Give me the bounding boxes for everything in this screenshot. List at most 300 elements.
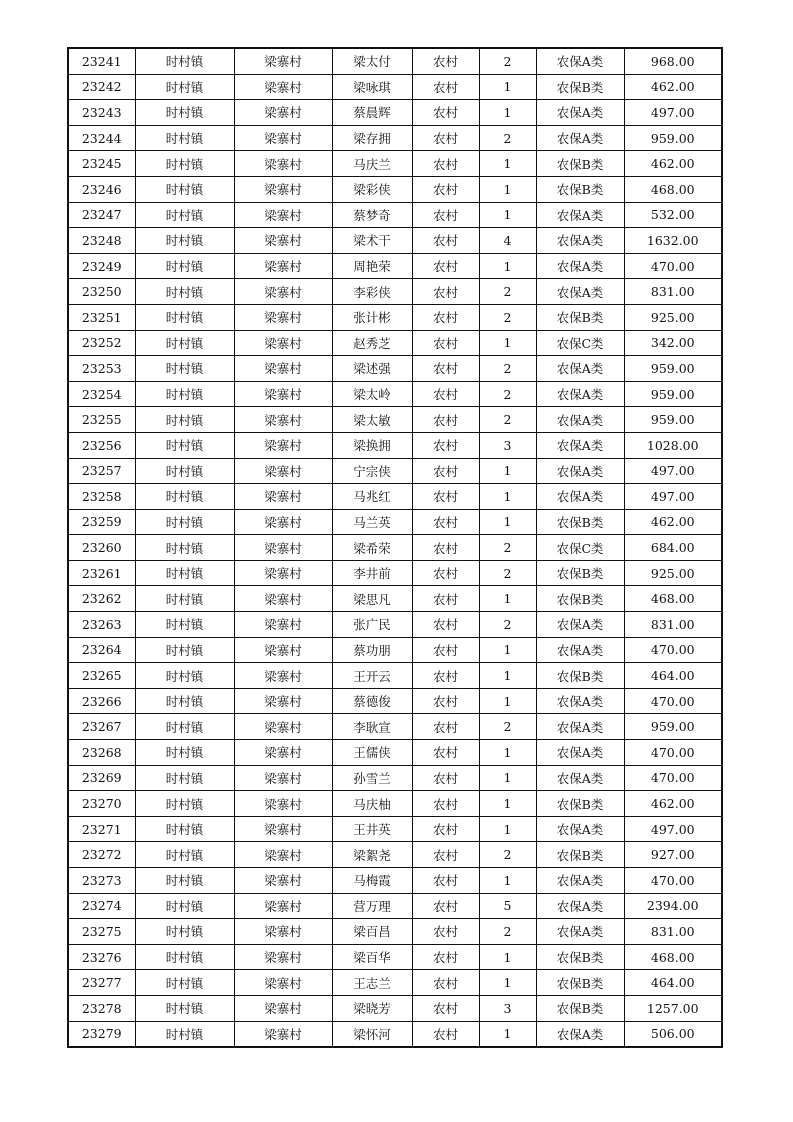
- town-cell: 时村镇: [135, 381, 234, 407]
- area-type-cell: 农村: [412, 893, 479, 919]
- area-type-cell: 农村: [412, 253, 479, 279]
- row-id-cell: 23274: [68, 893, 135, 919]
- insurance-type-cell: 农保A类: [536, 740, 624, 766]
- row-id-cell: 23267: [68, 714, 135, 740]
- area-type-cell: 农村: [412, 228, 479, 254]
- area-type-cell: 农村: [412, 688, 479, 714]
- table-row: [68, 663, 722, 689]
- area-type-cell: 农村: [412, 202, 479, 228]
- insurance-type-cell: 农保B类: [536, 791, 624, 817]
- town-cell: 时村镇: [135, 535, 234, 561]
- village-cell: 梁寨村: [234, 970, 332, 996]
- town-cell: 时村镇: [135, 740, 234, 766]
- town-cell: 时村镇: [135, 432, 234, 458]
- insurance-type-cell: 农保B类: [536, 74, 624, 100]
- amount-cell: 468.00: [624, 586, 722, 612]
- name-cell: 李彩侠: [332, 279, 412, 305]
- table-row: [68, 304, 722, 330]
- table-row: [68, 151, 722, 177]
- town-cell: 时村镇: [135, 74, 234, 100]
- village-cell: 梁寨村: [234, 228, 332, 254]
- household-count-cell: 2: [479, 279, 536, 305]
- area-type-cell: 农村: [412, 535, 479, 561]
- table-row: [68, 560, 722, 586]
- village-cell: 梁寨村: [234, 202, 332, 228]
- amount-cell: 497.00: [624, 816, 722, 842]
- table-row: [68, 1021, 722, 1047]
- household-count-cell: 1: [479, 253, 536, 279]
- household-count-cell: 1: [479, 586, 536, 612]
- name-cell: 李耿宣: [332, 714, 412, 740]
- insurance-type-cell: 农保C类: [536, 535, 624, 561]
- town-cell: 时村镇: [135, 791, 234, 817]
- town-cell: 时村镇: [135, 176, 234, 202]
- row-id-cell: 23251: [68, 304, 135, 330]
- name-cell: 蔡功朋: [332, 637, 412, 663]
- village-cell: 梁寨村: [234, 535, 332, 561]
- amount-cell: 470.00: [624, 253, 722, 279]
- town-cell: 时村镇: [135, 509, 234, 535]
- row-id-cell: 23257: [68, 458, 135, 484]
- amount-cell: 1632.00: [624, 228, 722, 254]
- table-row: [68, 995, 722, 1021]
- area-type-cell: 农村: [412, 663, 479, 689]
- household-count-cell: 2: [479, 304, 536, 330]
- name-cell: 马庆柚: [332, 791, 412, 817]
- village-cell: 梁寨村: [234, 330, 332, 356]
- row-id-cell: 23259: [68, 509, 135, 535]
- row-id-cell: 23271: [68, 816, 135, 842]
- insurance-type-cell: 农保A类: [536, 765, 624, 791]
- row-id-cell: 23260: [68, 535, 135, 561]
- row-id-cell: 23248: [68, 228, 135, 254]
- household-count-cell: 2: [479, 407, 536, 433]
- amount-cell: 532.00: [624, 202, 722, 228]
- insurance-type-cell: 农保B类: [536, 842, 624, 868]
- area-type-cell: 农村: [412, 356, 479, 382]
- row-id-cell: 23268: [68, 740, 135, 766]
- town-cell: 时村镇: [135, 560, 234, 586]
- table-row: [68, 612, 722, 638]
- amount-cell: 462.00: [624, 151, 722, 177]
- name-cell: 梁咏琪: [332, 74, 412, 100]
- household-count-cell: 2: [479, 356, 536, 382]
- name-cell: 梁术干: [332, 228, 412, 254]
- row-id-cell: 23263: [68, 612, 135, 638]
- area-type-cell: 农村: [412, 868, 479, 894]
- table-row: [68, 586, 722, 612]
- household-count-cell: 2: [479, 48, 536, 74]
- row-id-cell: 23269: [68, 765, 135, 791]
- household-count-cell: 2: [479, 560, 536, 586]
- area-type-cell: 农村: [412, 765, 479, 791]
- name-cell: 梁述强: [332, 356, 412, 382]
- table-row: [68, 868, 722, 894]
- amount-cell: 925.00: [624, 560, 722, 586]
- area-type-cell: 农村: [412, 740, 479, 766]
- row-id-cell: 23244: [68, 125, 135, 151]
- row-id-cell: 23279: [68, 1021, 135, 1047]
- village-cell: 梁寨村: [234, 484, 332, 510]
- table-row: [68, 330, 722, 356]
- area-type-cell: 农村: [412, 100, 479, 126]
- name-cell: 蔡晨辉: [332, 100, 412, 126]
- town-cell: 时村镇: [135, 125, 234, 151]
- village-cell: 梁寨村: [234, 125, 332, 151]
- household-count-cell: 1: [479, 458, 536, 484]
- name-cell: 梁太付: [332, 48, 412, 74]
- row-id-cell: 23250: [68, 279, 135, 305]
- table-row: [68, 228, 722, 254]
- town-cell: 时村镇: [135, 765, 234, 791]
- name-cell: 梁存拥: [332, 125, 412, 151]
- row-id-cell: 23249: [68, 253, 135, 279]
- area-type-cell: 农村: [412, 919, 479, 945]
- town-cell: 时村镇: [135, 714, 234, 740]
- table-row: [68, 407, 722, 433]
- amount-cell: 470.00: [624, 765, 722, 791]
- area-type-cell: 农村: [412, 74, 479, 100]
- table-row: [68, 509, 722, 535]
- name-cell: 马兆红: [332, 484, 412, 510]
- town-cell: 时村镇: [135, 48, 234, 74]
- table-row: [68, 432, 722, 458]
- amount-cell: 470.00: [624, 868, 722, 894]
- area-type-cell: 农村: [412, 970, 479, 996]
- name-cell: 梁百昌: [332, 919, 412, 945]
- insurance-type-cell: 农保B类: [536, 176, 624, 202]
- table-row: [68, 791, 722, 817]
- village-cell: 梁寨村: [234, 586, 332, 612]
- household-count-cell: 1: [479, 791, 536, 817]
- village-cell: 梁寨村: [234, 100, 332, 126]
- name-cell: 王开云: [332, 663, 412, 689]
- name-cell: 赵秀芝: [332, 330, 412, 356]
- household-count-cell: 4: [479, 228, 536, 254]
- insurance-type-cell: 农保A类: [536, 407, 624, 433]
- village-cell: 梁寨村: [234, 740, 332, 766]
- amount-cell: 925.00: [624, 304, 722, 330]
- amount-cell: 462.00: [624, 791, 722, 817]
- table-row: [68, 458, 722, 484]
- amount-cell: 959.00: [624, 381, 722, 407]
- insurance-type-cell: 农保A类: [536, 48, 624, 74]
- row-id-cell: 23265: [68, 663, 135, 689]
- insurance-type-cell: 农保A类: [536, 458, 624, 484]
- amount-cell: 831.00: [624, 919, 722, 945]
- table-row: [68, 535, 722, 561]
- insurance-type-cell: 农保A类: [536, 100, 624, 126]
- name-cell: 梁怀河: [332, 1021, 412, 1047]
- town-cell: 时村镇: [135, 586, 234, 612]
- household-count-cell: 2: [479, 612, 536, 638]
- town-cell: 时村镇: [135, 893, 234, 919]
- data-table: [67, 47, 723, 1048]
- row-id-cell: 23256: [68, 432, 135, 458]
- household-count-cell: 2: [479, 125, 536, 151]
- name-cell: 梁希荣: [332, 535, 412, 561]
- table-row: [68, 893, 722, 919]
- village-cell: 梁寨村: [234, 714, 332, 740]
- name-cell: 张计彬: [332, 304, 412, 330]
- amount-cell: 462.00: [624, 509, 722, 535]
- village-cell: 梁寨村: [234, 74, 332, 100]
- amount-cell: 831.00: [624, 612, 722, 638]
- area-type-cell: 农村: [412, 637, 479, 663]
- name-cell: 蔡德俊: [332, 688, 412, 714]
- village-cell: 梁寨村: [234, 842, 332, 868]
- area-type-cell: 农村: [412, 432, 479, 458]
- village-cell: 梁寨村: [234, 151, 332, 177]
- table-body: [68, 48, 722, 1047]
- village-cell: 梁寨村: [234, 868, 332, 894]
- table-row: [68, 944, 722, 970]
- village-cell: 梁寨村: [234, 1021, 332, 1047]
- amount-cell: 959.00: [624, 407, 722, 433]
- insurance-type-cell: 农保A类: [536, 868, 624, 894]
- insurance-type-cell: 农保A类: [536, 253, 624, 279]
- name-cell: 营万理: [332, 893, 412, 919]
- insurance-type-cell: 农保A类: [536, 228, 624, 254]
- insurance-type-cell: 农保B类: [536, 586, 624, 612]
- row-id-cell: 23261: [68, 560, 135, 586]
- table-row: [68, 253, 722, 279]
- amount-cell: 468.00: [624, 944, 722, 970]
- village-cell: 梁寨村: [234, 509, 332, 535]
- household-count-cell: 1: [479, 688, 536, 714]
- area-type-cell: 农村: [412, 944, 479, 970]
- area-type-cell: 农村: [412, 407, 479, 433]
- town-cell: 时村镇: [135, 228, 234, 254]
- name-cell: 李井前: [332, 560, 412, 586]
- town-cell: 时村镇: [135, 995, 234, 1021]
- village-cell: 梁寨村: [234, 765, 332, 791]
- amount-cell: 959.00: [624, 714, 722, 740]
- amount-cell: 468.00: [624, 176, 722, 202]
- name-cell: 王井英: [332, 816, 412, 842]
- area-type-cell: 农村: [412, 560, 479, 586]
- table-row: [68, 356, 722, 382]
- village-cell: 梁寨村: [234, 791, 332, 817]
- town-cell: 时村镇: [135, 151, 234, 177]
- row-id-cell: 23252: [68, 330, 135, 356]
- name-cell: 张广民: [332, 612, 412, 638]
- town-cell: 时村镇: [135, 816, 234, 842]
- household-count-cell: 1: [479, 151, 536, 177]
- insurance-type-cell: 农保C类: [536, 330, 624, 356]
- name-cell: 周艳荣: [332, 253, 412, 279]
- town-cell: 时村镇: [135, 842, 234, 868]
- table-row: [68, 740, 722, 766]
- table-row: [68, 714, 722, 740]
- amount-cell: 959.00: [624, 125, 722, 151]
- town-cell: 时村镇: [135, 253, 234, 279]
- town-cell: 时村镇: [135, 407, 234, 433]
- name-cell: 梁思凡: [332, 586, 412, 612]
- name-cell: 孙雪兰: [332, 765, 412, 791]
- area-type-cell: 农村: [412, 509, 479, 535]
- household-count-cell: 1: [479, 484, 536, 510]
- area-type-cell: 农村: [412, 381, 479, 407]
- table-row: [68, 48, 722, 74]
- town-cell: 时村镇: [135, 868, 234, 894]
- table-row: [68, 765, 722, 791]
- area-type-cell: 农村: [412, 484, 479, 510]
- table-row: [68, 919, 722, 945]
- village-cell: 梁寨村: [234, 279, 332, 305]
- village-cell: 梁寨村: [234, 612, 332, 638]
- household-count-cell: 1: [479, 202, 536, 228]
- village-cell: 梁寨村: [234, 356, 332, 382]
- amount-cell: 959.00: [624, 356, 722, 382]
- insurance-type-cell: 农保B类: [536, 944, 624, 970]
- town-cell: 时村镇: [135, 688, 234, 714]
- household-count-cell: 1: [479, 176, 536, 202]
- household-count-cell: 1: [479, 816, 536, 842]
- town-cell: 时村镇: [135, 919, 234, 945]
- area-type-cell: 农村: [412, 586, 479, 612]
- area-type-cell: 农村: [412, 816, 479, 842]
- household-count-cell: 1: [479, 330, 536, 356]
- village-cell: 梁寨村: [234, 407, 332, 433]
- name-cell: 王志兰: [332, 970, 412, 996]
- insurance-type-cell: 农保A类: [536, 714, 624, 740]
- table-row: [68, 484, 722, 510]
- row-id-cell: 23262: [68, 586, 135, 612]
- village-cell: 梁寨村: [234, 816, 332, 842]
- household-count-cell: 2: [479, 919, 536, 945]
- village-cell: 梁寨村: [234, 944, 332, 970]
- insurance-type-cell: 农保A类: [536, 202, 624, 228]
- name-cell: 梁换拥: [332, 432, 412, 458]
- amount-cell: 2394.00: [624, 893, 722, 919]
- town-cell: 时村镇: [135, 944, 234, 970]
- insurance-type-cell: 农保A类: [536, 637, 624, 663]
- name-cell: 梁絮尧: [332, 842, 412, 868]
- area-type-cell: 农村: [412, 279, 479, 305]
- amount-cell: 470.00: [624, 637, 722, 663]
- table-row: [68, 842, 722, 868]
- amount-cell: 684.00: [624, 535, 722, 561]
- village-cell: 梁寨村: [234, 663, 332, 689]
- amount-cell: 470.00: [624, 740, 722, 766]
- household-count-cell: 1: [479, 740, 536, 766]
- name-cell: 宁宗侠: [332, 458, 412, 484]
- row-id-cell: 23254: [68, 381, 135, 407]
- insurance-type-cell: 农保B类: [536, 509, 624, 535]
- insurance-type-cell: 农保B类: [536, 151, 624, 177]
- row-id-cell: 23272: [68, 842, 135, 868]
- village-cell: 梁寨村: [234, 919, 332, 945]
- row-id-cell: 23245: [68, 151, 135, 177]
- village-cell: 梁寨村: [234, 995, 332, 1021]
- household-count-cell: 1: [479, 663, 536, 689]
- amount-cell: 470.00: [624, 688, 722, 714]
- town-cell: 时村镇: [135, 304, 234, 330]
- table-row: [68, 279, 722, 305]
- amount-cell: 462.00: [624, 74, 722, 100]
- town-cell: 时村镇: [135, 202, 234, 228]
- area-type-cell: 农村: [412, 151, 479, 177]
- area-type-cell: 农村: [412, 176, 479, 202]
- household-count-cell: 2: [479, 842, 536, 868]
- name-cell: 马梅霞: [332, 868, 412, 894]
- insurance-type-cell: 农保A类: [536, 612, 624, 638]
- area-type-cell: 农村: [412, 1021, 479, 1047]
- table-row: [68, 816, 722, 842]
- town-cell: 时村镇: [135, 612, 234, 638]
- row-id-cell: 23242: [68, 74, 135, 100]
- household-count-cell: 1: [479, 509, 536, 535]
- village-cell: 梁寨村: [234, 304, 332, 330]
- row-id-cell: 23277: [68, 970, 135, 996]
- area-type-cell: 农村: [412, 458, 479, 484]
- amount-cell: 1028.00: [624, 432, 722, 458]
- name-cell: 蔡梦奇: [332, 202, 412, 228]
- amount-cell: 497.00: [624, 100, 722, 126]
- household-count-cell: 1: [479, 100, 536, 126]
- insurance-type-cell: 农保B类: [536, 663, 624, 689]
- household-count-cell: 2: [479, 535, 536, 561]
- area-type-cell: 农村: [412, 791, 479, 817]
- name-cell: 梁太敏: [332, 407, 412, 433]
- household-count-cell: 5: [479, 893, 536, 919]
- table-row: [68, 202, 722, 228]
- name-cell: 梁百华: [332, 944, 412, 970]
- village-cell: 梁寨村: [234, 560, 332, 586]
- insurance-type-cell: 农保A类: [536, 1021, 624, 1047]
- town-cell: 时村镇: [135, 330, 234, 356]
- row-id-cell: 23264: [68, 637, 135, 663]
- insurance-type-cell: 农保A类: [536, 816, 624, 842]
- town-cell: 时村镇: [135, 458, 234, 484]
- table-row: [68, 100, 722, 126]
- town-cell: 时村镇: [135, 356, 234, 382]
- area-type-cell: 农村: [412, 304, 479, 330]
- name-cell: 梁晓芳: [332, 995, 412, 1021]
- amount-cell: 927.00: [624, 842, 722, 868]
- household-count-cell: 1: [479, 868, 536, 894]
- village-cell: 梁寨村: [234, 432, 332, 458]
- insurance-type-cell: 农保A类: [536, 919, 624, 945]
- name-cell: 梁彩侠: [332, 176, 412, 202]
- row-id-cell: 23243: [68, 100, 135, 126]
- area-type-cell: 农村: [412, 125, 479, 151]
- row-id-cell: 23278: [68, 995, 135, 1021]
- village-cell: 梁寨村: [234, 176, 332, 202]
- town-cell: 时村镇: [135, 970, 234, 996]
- insurance-type-cell: 农保A类: [536, 893, 624, 919]
- household-count-cell: 3: [479, 432, 536, 458]
- insurance-type-cell: 农保A类: [536, 279, 624, 305]
- name-cell: 梁太岭: [332, 381, 412, 407]
- household-count-cell: 2: [479, 381, 536, 407]
- town-cell: 时村镇: [135, 1021, 234, 1047]
- table-row: [68, 125, 722, 151]
- row-id-cell: 23253: [68, 356, 135, 382]
- amount-cell: 342.00: [624, 330, 722, 356]
- village-cell: 梁寨村: [234, 381, 332, 407]
- village-cell: 梁寨村: [234, 637, 332, 663]
- amount-cell: 968.00: [624, 48, 722, 74]
- town-cell: 时村镇: [135, 663, 234, 689]
- row-id-cell: 23273: [68, 868, 135, 894]
- insurance-type-cell: 农保A类: [536, 125, 624, 151]
- name-cell: 马庆兰: [332, 151, 412, 177]
- household-count-cell: 1: [479, 1021, 536, 1047]
- area-type-cell: 农村: [412, 842, 479, 868]
- row-id-cell: 23258: [68, 484, 135, 510]
